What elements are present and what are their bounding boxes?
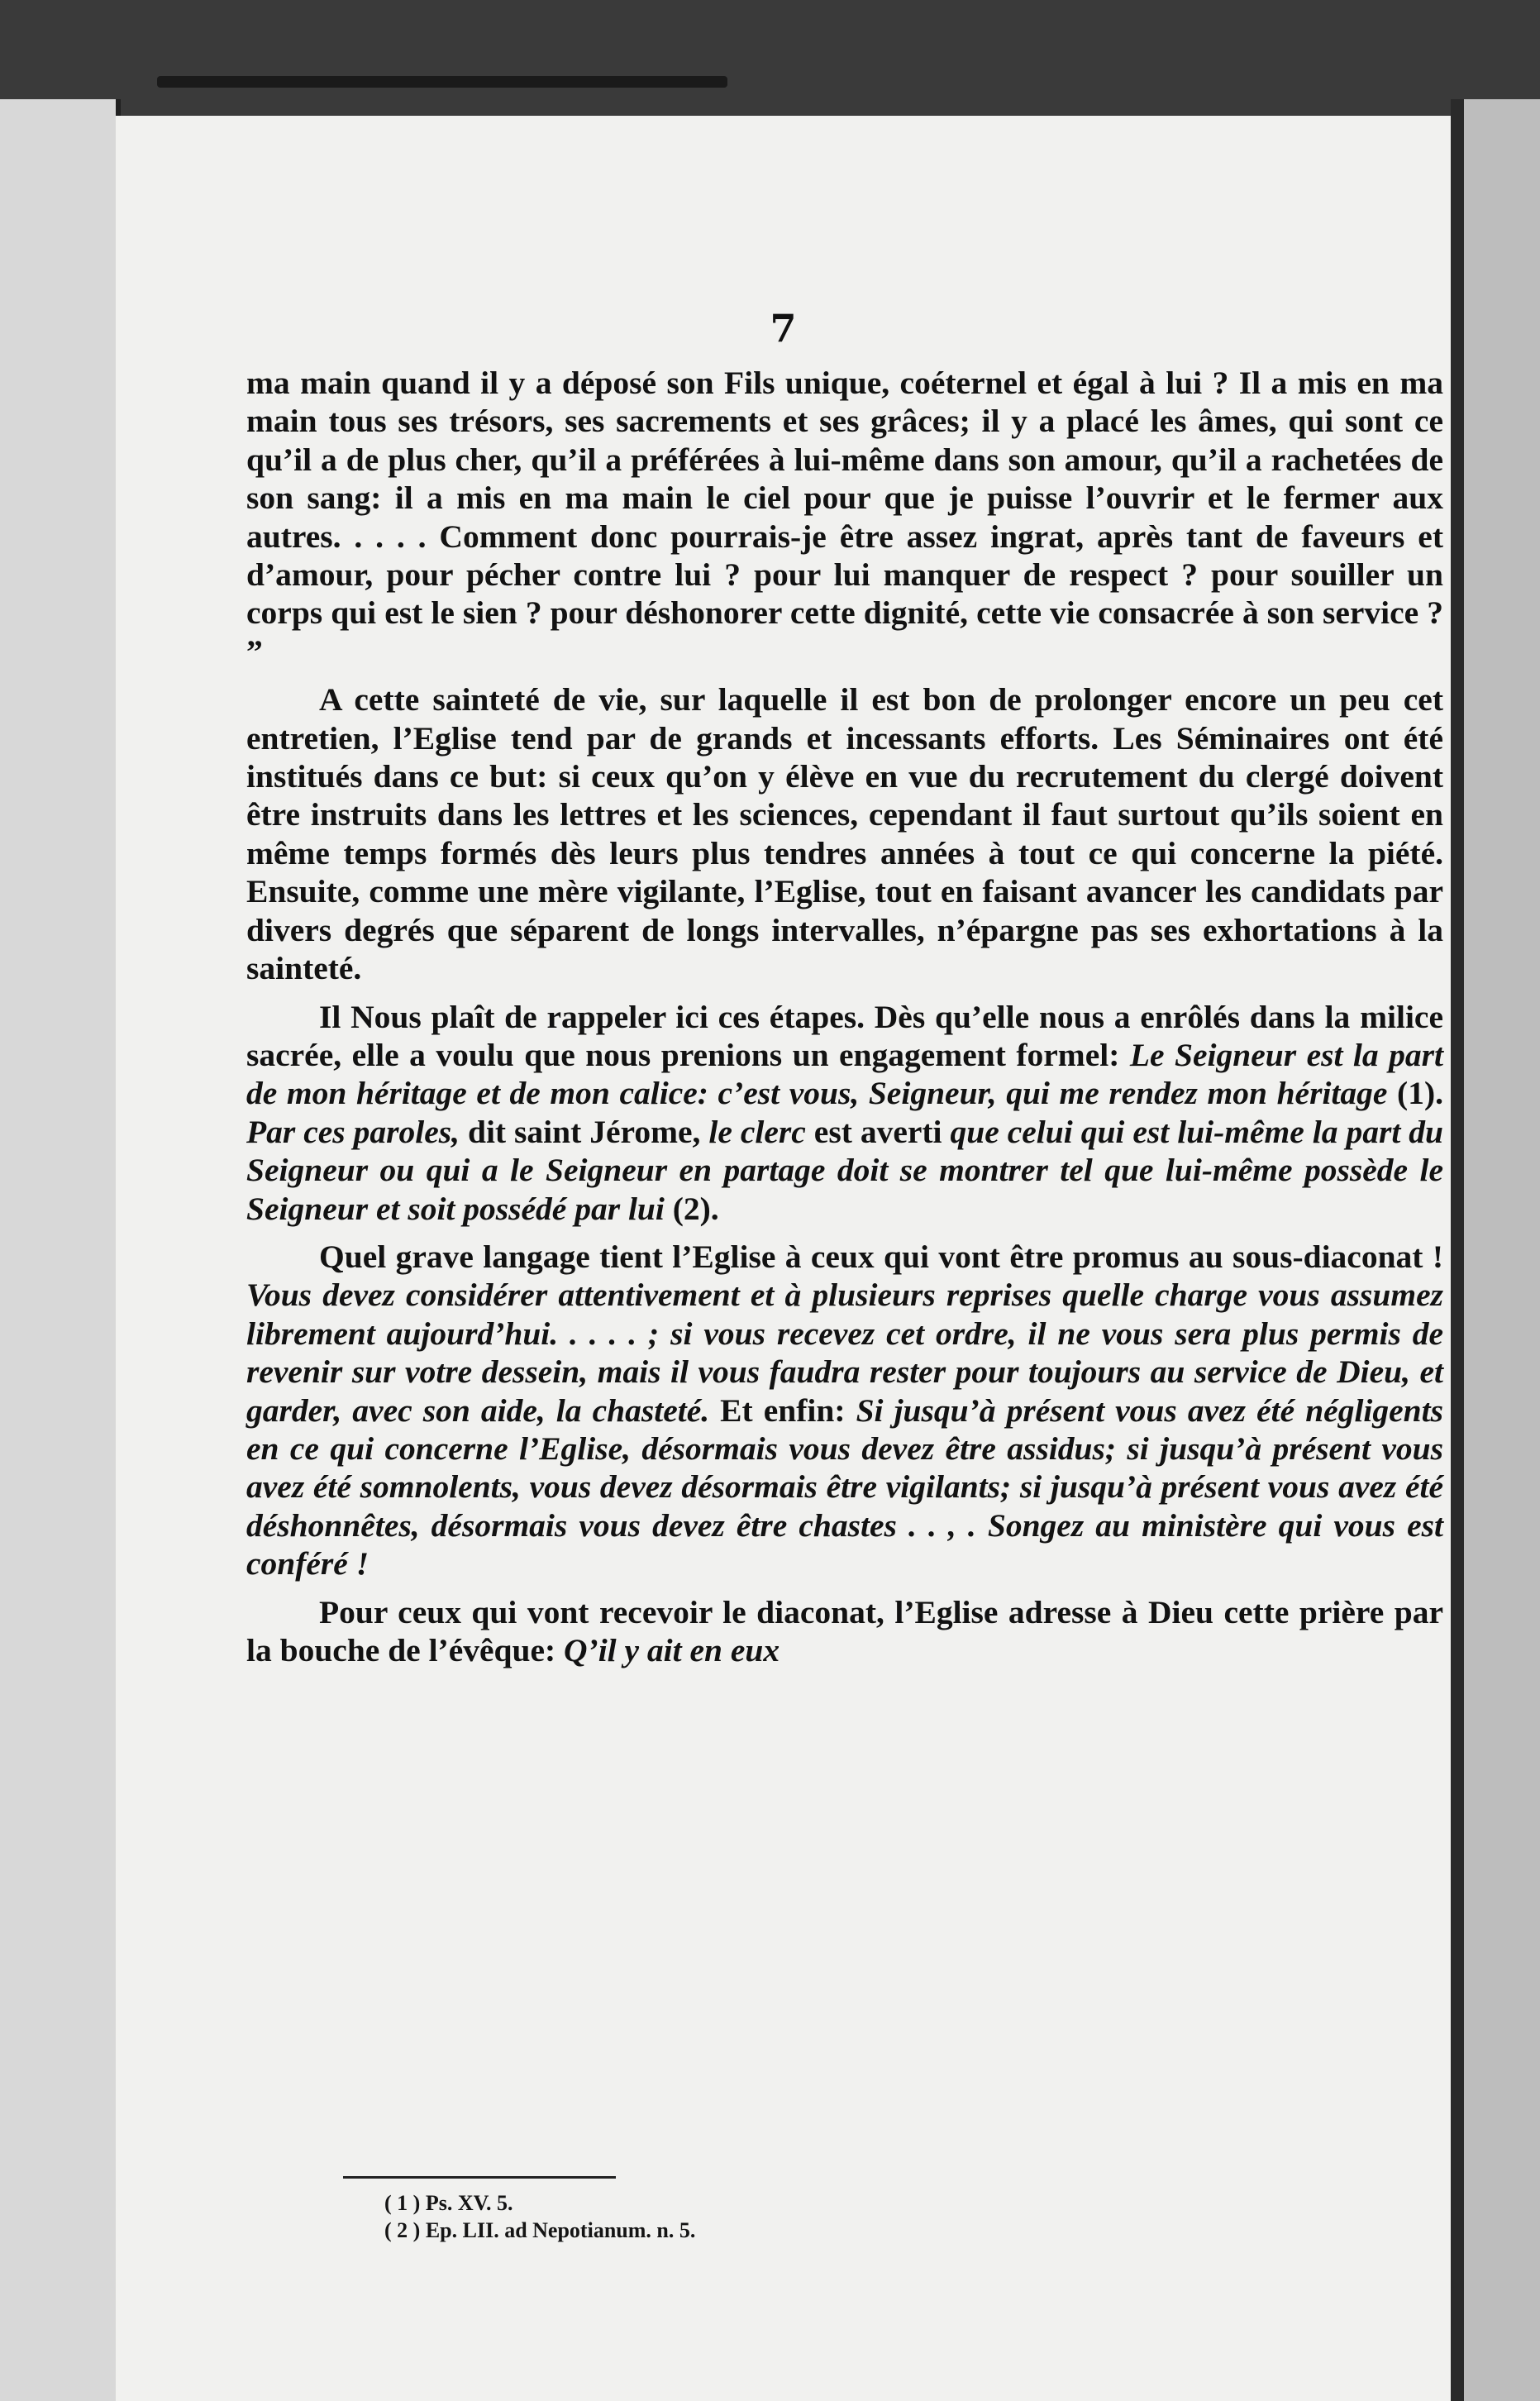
italic-run: Par ces paroles, xyxy=(246,1113,460,1150)
facing-page-edge xyxy=(0,99,121,2401)
paragraph-2 xyxy=(246,680,1443,987)
text-run: dit saint Jérome, xyxy=(460,1113,709,1150)
text-run: ma main quand il y a déposé son Fils unique, coéternel et égal à lui ? Il a mis en ma main tous ses trésors, ses sacrements et ses grâces; il y a placé les âmes, qui sont ce qu’il a de plus cher, qu’il a préférées à lui-même dans son amour, qu’il a rachetées de son sang: il a mis en ma main le ciel pour que je puisse l’ouvrir et le fermer aux autres. . . . . Comment donc pourrais-je être assez ingrat, après tant de faveurs et d’amour, pour pécher contre lui ? pour lui manquer de respect ? pour souiller un corps qui est le sien ? pour déshonorer cette dignité, cette vie consacrée à son service ? ” xyxy=(246,365,1443,670)
italic-run: Si jusqu’à présent vous avez été négligents en ce qui concerne l’Eglise, désormais vous devez être assidus; si jusqu’à présent vous avez été somnolents, vous devez désormais être vigilants; si jusqu’à présent vous avez été déshonnêtes, désormais vous devez être chastes . . , . Songez au ministère qui vous est conféré ! xyxy=(246,1391,1443,1582)
text-run: Pour ceux qui vont recevoir le diaconat, l’Eglise adresse à Dieu cette prière par la bouche de l’évêque: xyxy=(246,1593,1443,1668)
footnote-2: ( 2 ) Ep. LII. ad Nepotianum. n. 5. xyxy=(384,2218,696,2242)
italic-run: le clerc xyxy=(708,1113,806,1150)
text-run: Quel grave langage tient l’Eglise à ceux qui vont être promus au sous-diaconat ! xyxy=(319,1238,1443,1275)
footnotes xyxy=(384,2189,1128,2244)
text-run: A cette sainteté de vie, sur laquelle il est bon de prolonger encore un peu cet entretien, l’Eglise tend par de grands et incessants efforts. Les Séminaires ont été institués dans ce but: si ceux qu’on y élève en vue du recrutement du clergé doivent être instruits dans les lettres et les sciences, cependant il faut surtout qu’ils soient en même temps formés dès leurs plus tendres années à tout ce qui concerne la piété. Ensuite, comme une mère vigilante, l’Eglise, tout en faisant avancer les candidats par divers degrés que séparent de longs intervalles, n’épargne pas ses exhortations à la sainteté. xyxy=(246,681,1443,987)
italic-run: que celui qui est lui-même la part du Seigneur ou qui a le Seigneur en partage doit se montrer tel que lui-même possède le Seigneur et soit possédé par lui xyxy=(246,1113,1444,1227)
footnote-separator xyxy=(343,2176,616,2179)
scan-right-margin xyxy=(1464,99,1540,2401)
paragraph-4 xyxy=(246,1238,1443,1583)
scan-dark-rule xyxy=(157,76,727,88)
text-run: (1). xyxy=(1387,1075,1443,1112)
footnote-1: ( 1 ) Ps. XV. 5. xyxy=(384,2191,513,2215)
paragraph-1 xyxy=(246,364,1443,671)
page-shadow-edge xyxy=(1451,99,1464,2401)
text-run: Et enfin: xyxy=(709,1391,856,1429)
paragraph-3 xyxy=(246,998,1443,1228)
page-number: 7 xyxy=(770,306,797,351)
italic-run: Vous devez considérer attentivement et à plusieurs reprises quelle charge vous assumez librement aujourd’hui. . . . . ; si vous recevez cet ordre, il ne vous sera plus permis de revenir sur votre dessein, mais il vous faudra rester pour toujours au service de Dieu, et garder, avec son aide, la chasteté. xyxy=(246,1277,1443,1429)
italic-run: Le Seigneur est la part de mon héritage et de mon calice: c’est vous, Seigneur, qui me rendez mon héritage xyxy=(246,1036,1443,1112)
paragraph-5 xyxy=(246,1593,1443,1670)
body-text xyxy=(246,364,1443,1669)
scan-top-margin xyxy=(0,0,1540,124)
text-run: Il Nous plaît de rappeler ici ces étapes. Dès qu’elle nous a enrôlés dans la milice sacrée, elle a voulu que nous prenions un engagement formel: xyxy=(246,998,1443,1073)
text-run: (2). xyxy=(664,1190,719,1227)
italic-run: Q’il y ait en eux xyxy=(564,1632,780,1668)
text-run: est averti xyxy=(805,1113,951,1150)
book-page xyxy=(116,116,1451,2401)
